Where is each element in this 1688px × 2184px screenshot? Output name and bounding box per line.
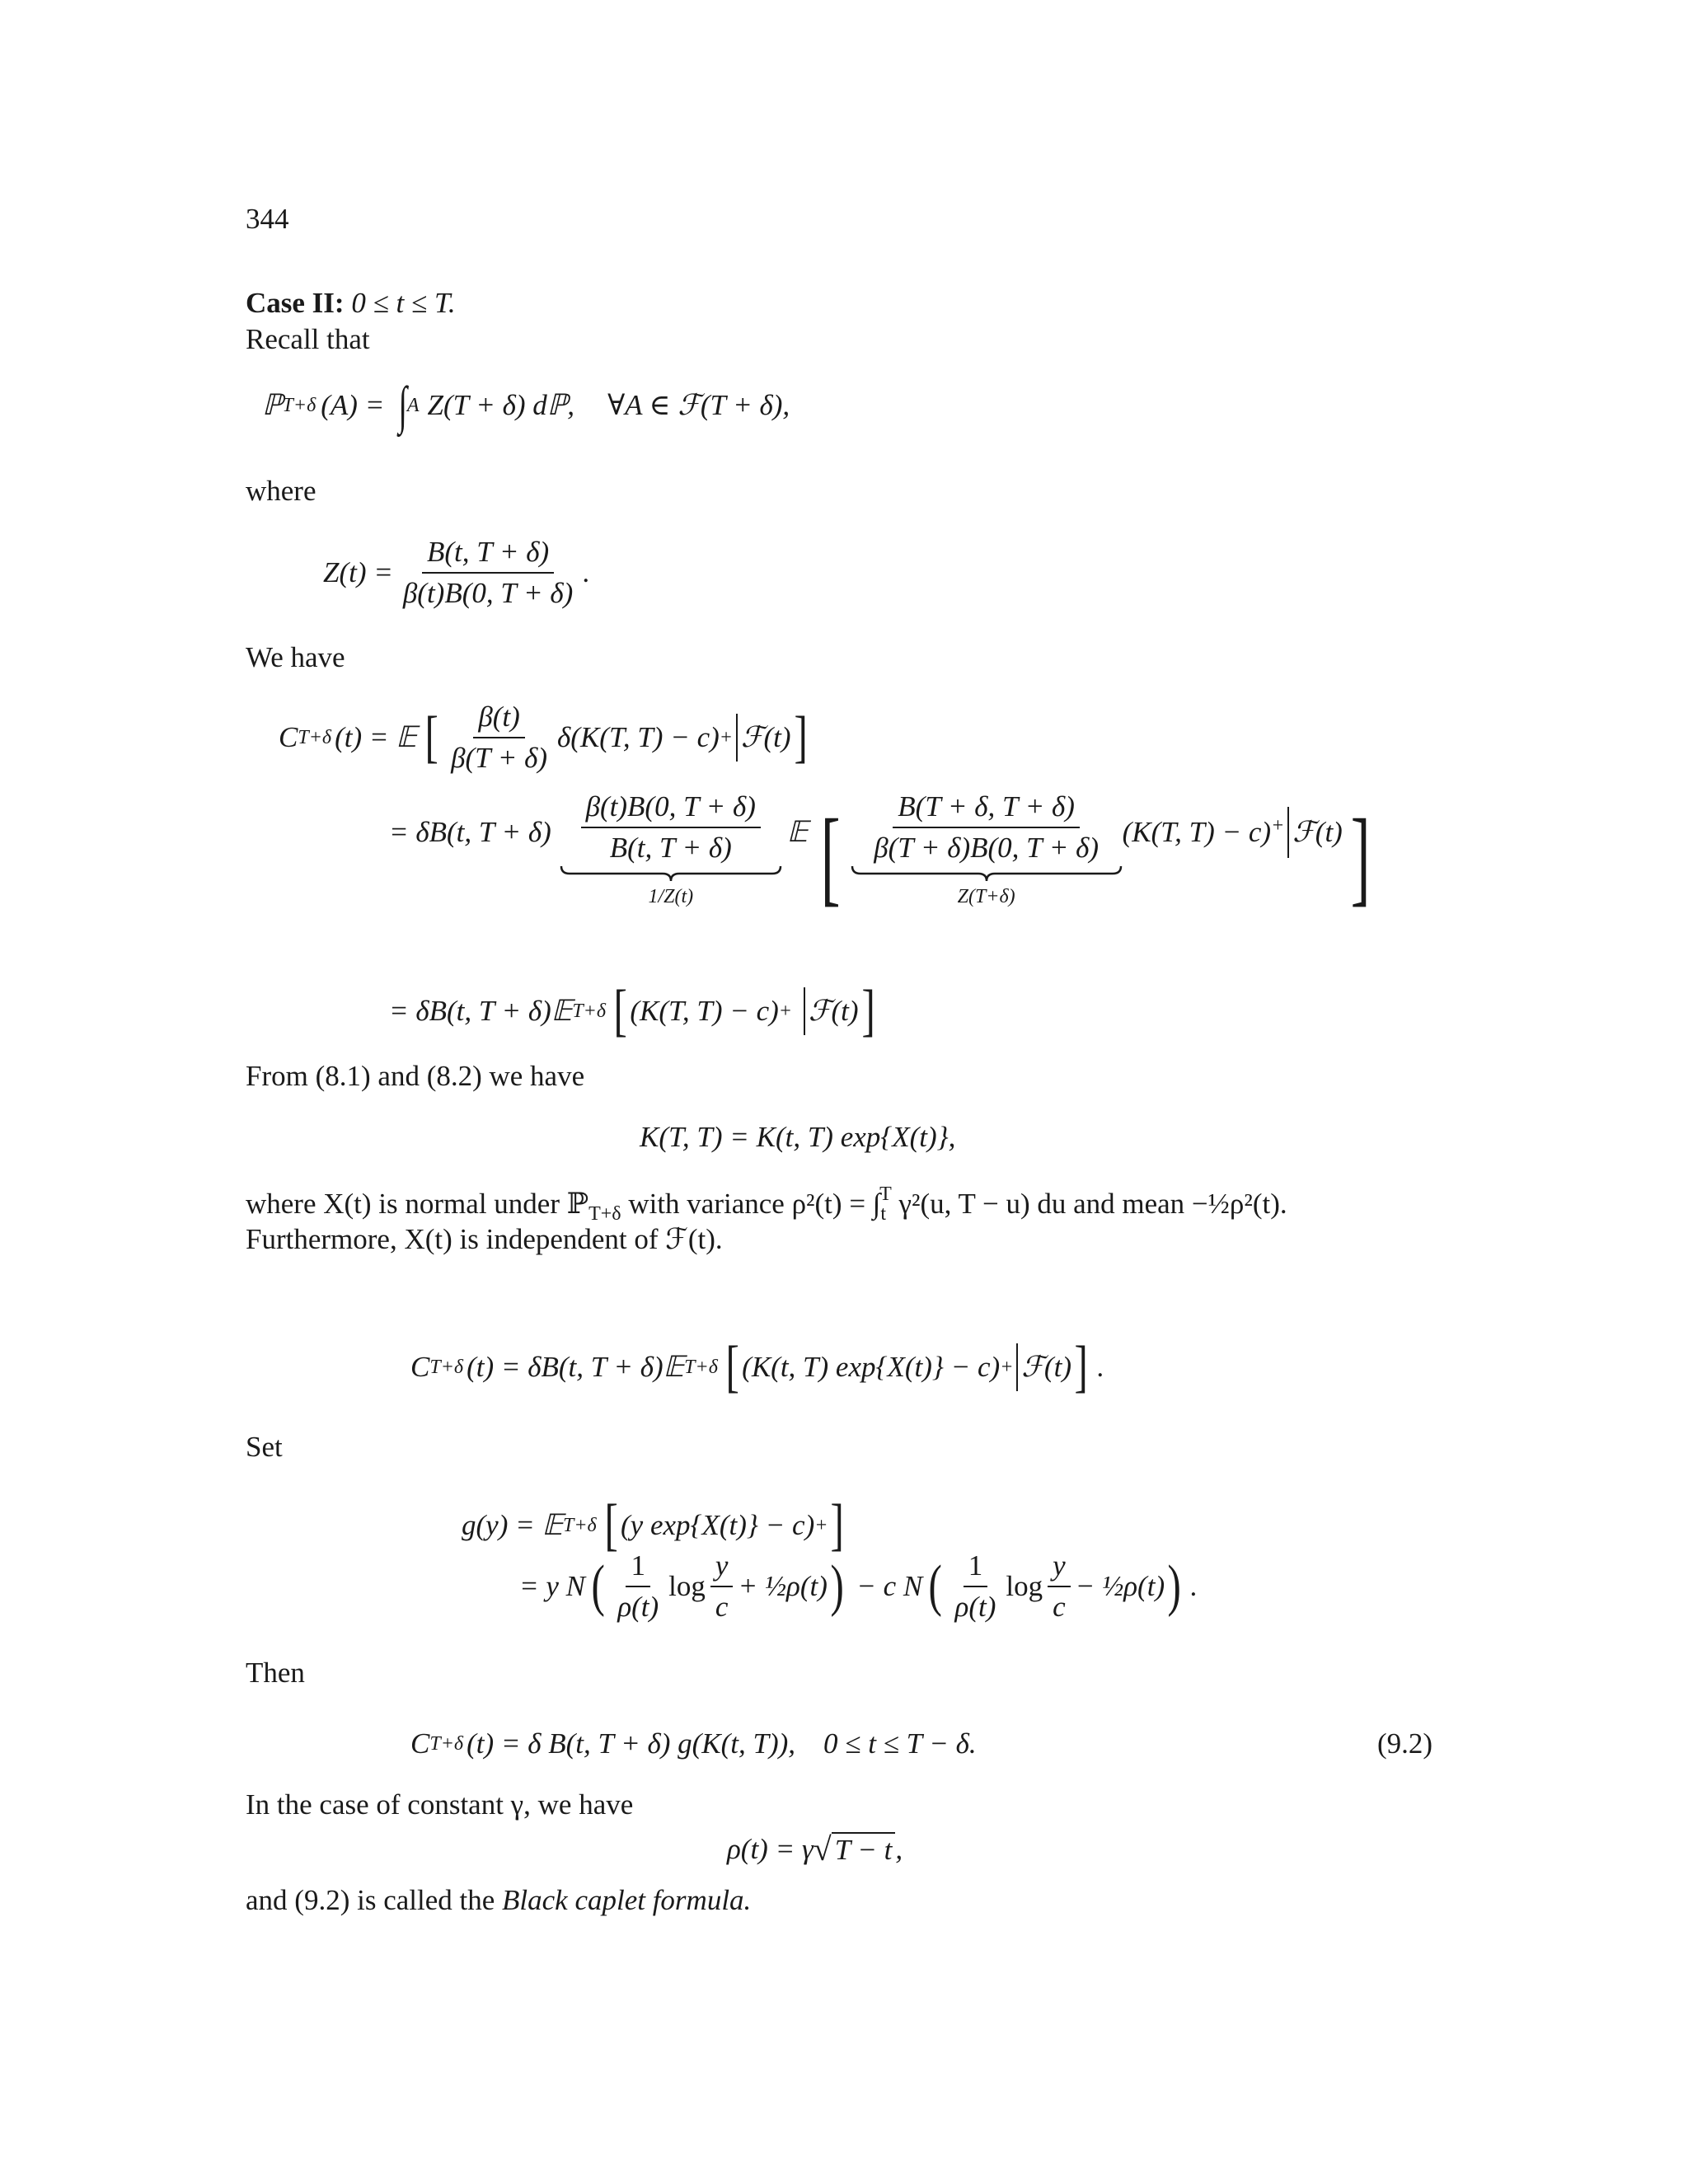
bracket-left-g: [ (604, 1493, 618, 1557)
set-text: Set (246, 1431, 283, 1463)
eq-c2-expect: 𝔼 (786, 816, 809, 848)
eq-final-lhs: C (410, 1727, 430, 1760)
where-x-part1: where X(t) is normal under ℙ (246, 1188, 589, 1220)
then-text: Then (246, 1657, 305, 1689)
eq-c1-lhs-sub: T+δ (298, 726, 332, 748)
eq-c1-lhs-arg: (t) = 𝔼 (335, 721, 417, 753)
equation-number: (9.2) (1376, 1727, 1432, 1760)
black-text-part1: and (9.2) is called the (246, 1884, 503, 1916)
equation-c-line3 (389, 979, 878, 1043)
eq-g2-mid: − c N (856, 1570, 923, 1602)
integral-sign: ∫ (398, 376, 408, 434)
eq-g2-yfrac2 (1048, 1549, 1071, 1624)
conditional-bar-2 (1287, 807, 1289, 858)
eq-g2-f2-den: ρ(t) (954, 1591, 996, 1623)
equation-measure (262, 375, 790, 436)
where-text: where (246, 475, 316, 507)
from-text: From (8.1) and (8.2) we have (246, 1060, 585, 1092)
eq-c4-end: . (1097, 1351, 1105, 1383)
eq-c4-mid: (t) = δB(t, T + δ)𝔼 (467, 1351, 685, 1383)
eq-g2-y2-num: y (1048, 1549, 1071, 1587)
eq-g2-y2-den: c (1053, 1591, 1066, 1623)
eq-c2-frac2-den: β(T + δ)B(0, T + δ) (874, 831, 1100, 864)
eq-measure-condition: ∀A ∈ ℱ(T + δ), (607, 389, 790, 421)
where-x-sub: T+δ (588, 1203, 621, 1225)
eq-g2-prefix: = y N (519, 1570, 585, 1602)
eq-g2-frac2 (950, 1549, 1001, 1624)
eq-rho-end: , (895, 1832, 903, 1865)
eq-c3-inner: (K(T, T) − c) (630, 995, 779, 1027)
eq-c4-lhs-sub: T+δ (429, 1356, 464, 1378)
case-condition: 0 ≤ t ≤ T. (351, 287, 456, 319)
eq-c4-plus: + (1000, 1356, 1014, 1378)
equation-g-line2 (519, 1549, 1198, 1624)
eq-c1-lhs: C (279, 721, 298, 753)
eq-z-fraction (398, 536, 578, 610)
where-x-part2: with variance ρ²(t) = ∫ (621, 1188, 881, 1220)
where-x-part3: γ²(u, T − u) du and mean −½ρ²(t). (891, 1188, 1287, 1220)
eq-g2-rest1: + ½ρ(t) (738, 1570, 828, 1602)
eq-c1-frac-num: β(t) (473, 701, 524, 738)
page-number: 344 (246, 203, 289, 235)
sqrt-sign: √ (813, 1830, 832, 1868)
equation-c-line1 (279, 701, 810, 775)
eq-c4-filtration: ℱ(t) (1021, 1351, 1071, 1383)
eq-final-rest: (t) = δ B(t, T + δ) g(K(t, T)), (467, 1727, 796, 1760)
eq-c3-prefix: = δB(t, T + δ)𝔼 (389, 995, 573, 1027)
conditional-bar (736, 714, 738, 762)
bracket-right-4: ] (1074, 1335, 1088, 1399)
conditional-bar-3 (804, 987, 805, 1035)
eq-c3-filtration: ℱ(t) (808, 995, 859, 1027)
eq-c2-frac2-num: B(T + δ, T + δ) (893, 790, 1080, 828)
eq-final-lhs-sub: T+δ (429, 1732, 464, 1755)
case-label: Case II: (246, 287, 345, 319)
conditional-bar-4 (1016, 1343, 1018, 1391)
equation-z (323, 536, 590, 610)
equation-rho (727, 1830, 903, 1868)
eq-g2-f2-num: 1 (964, 1549, 988, 1587)
eq-g2-y1-den: c (715, 1591, 729, 1623)
big-bracket-right: ] (1350, 798, 1371, 916)
eq-c2-rest: (K(T, T) − c) (1122, 816, 1272, 848)
equation-g-line1 (462, 1493, 847, 1557)
eq-measure-integrand: Z(T + δ) dℙ, (427, 389, 575, 421)
underbrace-1-label: 1/Z(t) (648, 885, 694, 907)
equation-c-line4 (410, 1335, 1105, 1399)
eq-measure-lhs-sub: T+δ (282, 394, 316, 416)
eq-c4-inner: (K(t, T) exp{X(t)} − c) (742, 1351, 1001, 1383)
bracket-right-g: ] (830, 1493, 845, 1557)
eq-c2-prefix: = δB(t, T + δ) (389, 816, 551, 848)
underbrace-2-shape (851, 865, 1123, 883)
underbrace-1-shape (560, 865, 782, 883)
integral-sub: A (406, 394, 420, 416)
paren-right-2: ) (1167, 1554, 1181, 1618)
furthermore-text: Furthermore, X(t) is independent of ℱ(t). (246, 1223, 723, 1255)
eq-c1-rest: δ(K(T, T) − c) (557, 721, 720, 753)
eq-c3-sub: T+δ (572, 1000, 607, 1022)
we-have-text: We have (246, 641, 345, 673)
eq-c2-frac1-den: B(t, T + δ) (609, 831, 732, 864)
eq-z-end: . (583, 556, 591, 588)
eq-g2-end: . (1190, 1570, 1198, 1602)
eq-final-condition: 0 ≤ t ≤ T − δ. (823, 1727, 977, 1760)
bracket-right-3: ] (861, 979, 875, 1043)
eq-c3-plus: + (778, 1000, 792, 1022)
underbrace-2 (851, 790, 1123, 908)
equation-c-line2 (389, 787, 1378, 916)
eq-g1-plus: + (814, 1514, 828, 1536)
eq-g2-log1: log (668, 1570, 706, 1602)
bracket-left-4: [ (725, 1335, 739, 1399)
big-bracket-left: [ (821, 798, 841, 916)
underbrace-2-label: Z(T+δ) (957, 885, 1015, 907)
bracket-right: ] (794, 705, 808, 769)
eq-rho-lhs: ρ(t) = γ (727, 1832, 814, 1865)
eq-c4-lhs: C (410, 1351, 430, 1383)
recall-text: Recall that (246, 323, 370, 355)
eq-c1-fraction (446, 701, 552, 775)
where-x-int-sub: t (880, 1203, 887, 1225)
eq-z-denominator: β(t)B(0, T + δ) (402, 577, 574, 609)
eq-z-lhs: Z(t) = (323, 556, 393, 588)
equation-k: K(T, T) = K(t, T) exp{X(t)}, (640, 1121, 956, 1153)
equation-final (410, 1727, 977, 1760)
eq-g1-sub: T+δ (563, 1514, 597, 1536)
black-caplet-text (246, 1884, 751, 1917)
eq-c1-filtration: ℱ(t) (740, 721, 791, 753)
black-caplet-formula: Black caplet formula. (502, 1884, 752, 1916)
eq-g2-f1-den: ρ(t) (617, 1591, 659, 1623)
where-x-text (246, 1183, 1287, 1226)
eq-c2-plus: + (1271, 814, 1285, 837)
eq-c1-frac-den: β(T + δ) (451, 742, 548, 774)
eq-g2-yfrac1 (710, 1549, 734, 1624)
eq-c4-mid-sub: T+δ (684, 1356, 718, 1378)
underbrace-1 (560, 790, 782, 908)
eq-g2-rest2: − ½ρ(t) (1075, 1570, 1165, 1602)
paren-left-2: ( (928, 1554, 943, 1618)
bracket-left-3: [ (613, 979, 627, 1043)
eq-g2-frac1 (612, 1549, 663, 1624)
case-heading (246, 287, 456, 320)
eq-g1-inner: (y exp{X(t)} − c) (621, 1509, 815, 1541)
constant-text: In the case of constant γ, we have (246, 1788, 634, 1821)
eq-c1-plus: + (719, 726, 733, 748)
eq-measure-lhs: ℙ (262, 389, 283, 421)
eq-measure-lhs-arg: (A) = (321, 389, 385, 421)
eq-g2-f1-num: 1 (626, 1549, 650, 1587)
where-x-int-sup: T (879, 1183, 892, 1205)
sqrt-radicand: T − t (832, 1832, 896, 1867)
eq-z-numerator: B(t, T + δ) (422, 536, 554, 574)
eq-c2-frac1-num: β(t)B(0, T + δ) (581, 790, 761, 828)
eq-c2-filtration: ℱ(t) (1292, 816, 1343, 848)
bracket-left: [ (424, 705, 438, 769)
eq-g2-y1-num: y (710, 1549, 734, 1587)
paren-right-1: ) (830, 1554, 844, 1618)
eq-g2-log2: log (1006, 1570, 1043, 1602)
paren-left-1: ( (591, 1554, 605, 1618)
eq-g1-lhs: g(y) = 𝔼 (462, 1509, 563, 1541)
